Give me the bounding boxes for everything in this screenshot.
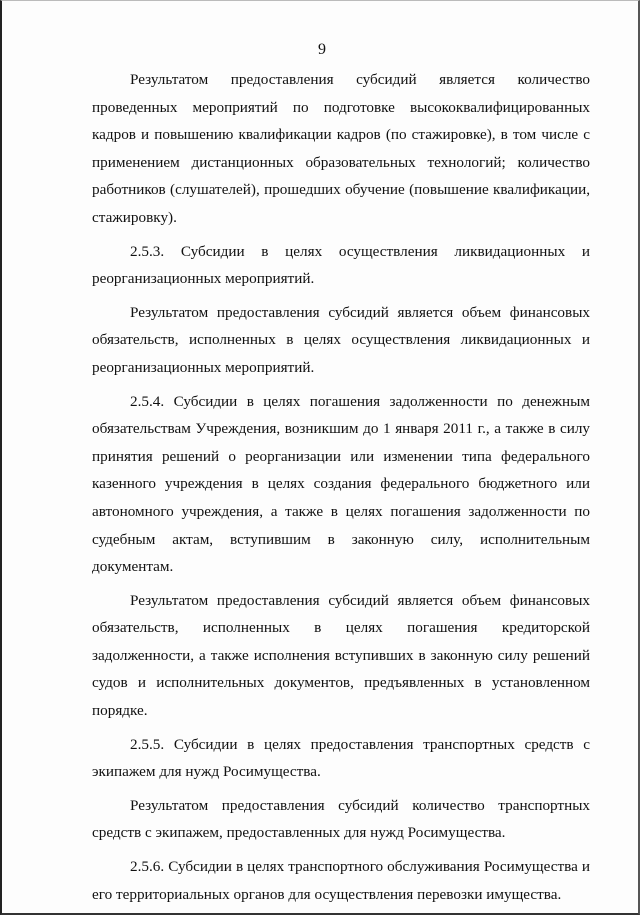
paragraph: Результатом предоставления субсидий является количество проведенных мероприятий по подготовке высококвалифицированных кадров и повышению квалификации кадров (по стажировке), в том числе с применением дистанционных образовательных технологий; количество работников (слушателей), прошедших обучение (повышение квалификации, стажировку).: [92, 71, 590, 226]
paragraph: 2.5.5. Субсидии в целях предоставления транспортных средств с экипажем для нужд Росимущества.: [92, 735, 590, 781]
paragraph: Результатом предоставления субсидий является объем финансовых обязательств, исполненных в целях погашения кредиторской задолженности, а также исполнения вступивших в законную силу решений судов и исполнительных документов, предъявленных в установленном порядке.: [92, 591, 590, 720]
paragraph: Результатом предоставления субсидий количество транспортных средств с экипажем, предоставленных для нужд Росимущества.: [92, 796, 590, 842]
page-number: 9: [318, 41, 326, 58]
paragraph: 2.5.6. Субсидии в целях транспортного обслуживания Росимущества и его территориальных органов для осуществления перевозки имущества.: [92, 858, 590, 903]
paragraph: Результатом предоставления субсидий является объем финансовых обязательств, исполненных в целях осуществления ликвидационных и реорганизационных мероприятий.: [92, 303, 590, 376]
paragraph: 2.5.3. Субсидии в целях осуществления ликвидационных и реорганизационных мероприятий.: [92, 242, 590, 288]
document-body: [92, 66, 590, 914]
paragraph: 2.5.4. Субсидии в целях погашения задолженности по денежным обязательствам Учреждения, возникшим до 1 января 2011 г., а также в силу принятия решений о реорганизации или изменении типа федерального казенного учреждения в целях создания федерального бюджетного или автономного учреждения, а также в целях погашения задолженности по судебным актам, вступившим в законную силу, исполнительным документам.: [92, 392, 590, 576]
